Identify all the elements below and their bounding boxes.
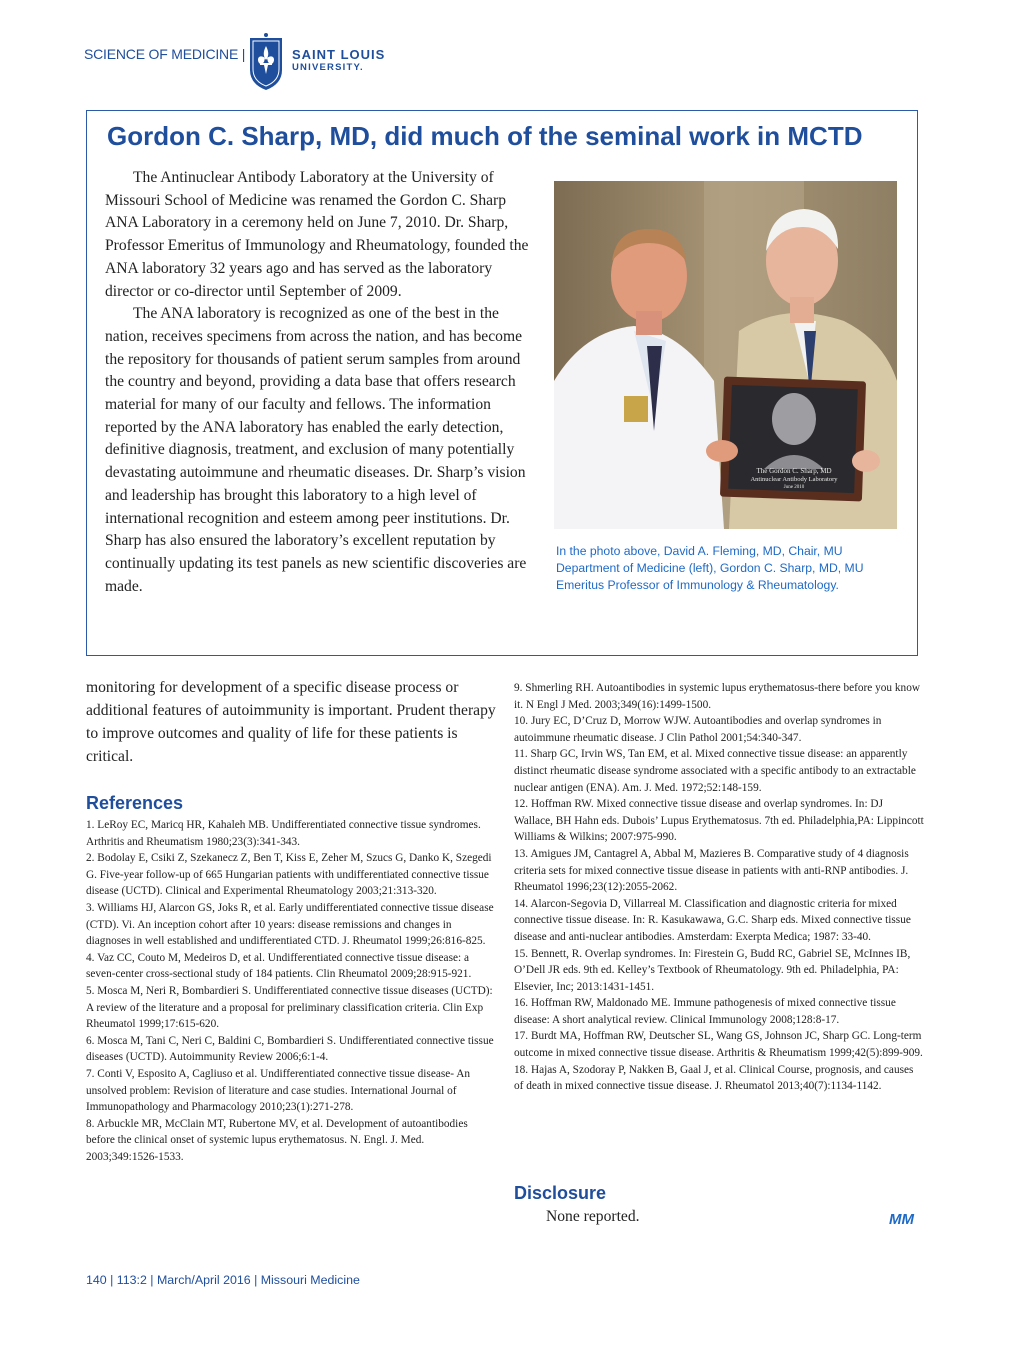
page-header: [84, 30, 424, 92]
university-name-line2: UNIVERSITY.: [292, 62, 364, 73]
references-list-right: [514, 680, 924, 1095]
reference-item: 14. Alarcon-Segovia D, Villarreal M. Classification and diagnostic criteria for mixed connective tissue disease. In: R. Kasukawawa, G.C. Sharp eds. Mixed connective tissue disease and anti-nuclear antibodies. Amsterdam: Exerpta Medica; 1987: 33-40.: [514, 897, 911, 943]
slu-shield-logo: [246, 32, 286, 92]
photo-caption: In the photo above, David A. Fleming, MD, Chair, MU Department of Medicine (left), Gordon C. Sharp, MD, MU Emeritus Professor of Immunology & Rheumatology.: [556, 544, 864, 592]
plaque-text-line2: Antinuclear Antibody Laboratory: [750, 476, 838, 483]
reference-item: 6. Mosca M, Tani C, Neri C, Baldini C, Bombardieri S. Undifferentiated connective tissue diseases (UCTD). Autoimmunity Review 2006;6:1-4.: [86, 1034, 494, 1064]
end-mark-logo: MM: [889, 1211, 914, 1228]
reference-item: 11. Sharp GC, Irvin WS, Tan EM, et al. Mixed connective tissue disease: an apparently distinct rheumatic disease syndrome associated with a specific antibody to an extractable nuclear antigen (ENA). Am. J. Med. 1972;52:148-159.: [514, 748, 916, 794]
reference-item: 16. Hoffman RW, Maldonado ME. Immune pathogenesis of mixed connective tissue disease: A short analytical review. Clinical Immunology 2008;128:8-17.: [514, 997, 896, 1026]
reference-item: 18. Hajas A, Szodoray P, Nakken B, Gaal J, et al. Clinical Course, prognosis, and causes of death in mixed connective tissue disease. J. Rheumatol 2013;40(7):1134-1142.: [514, 1063, 914, 1093]
university-name-line1: SAINT LOUIS: [292, 47, 386, 62]
disclosure-heading: Disclosure: [514, 1183, 607, 1203]
page-footer: 140 | 113:2 | March/April 2016 | Missouri Medicine: [86, 1273, 360, 1287]
reference-item: 17. Burdt MA, Hoffman RW, Deutscher SL, Wang GS, Johnson JC, Sharp GC. Long-term outcome in mixed connective tissue disease. Arthritis & Rheumatism 1999;42(5):899-909.: [514, 1030, 923, 1060]
reference-item: 15. Bennett, R. Overlap syndromes. In: Firestein G, Budd RC, Gabriel SE, McInnes IB, O’Dell JR eds. 9th ed. Kelley’s Textbook of Rheumatology. 9th ed. Philadelphia, PA: Elsevier, Inc; 2013:1431-1451.: [514, 947, 911, 993]
sidebar-paragraph: The Antinuclear Antibody Laboratory at the University of Missouri School of Medicine was renamed the Gordon C. Sharp ANA Laboratory in a ceremony held on June 7, 2010. Dr. Sharp, Professor Emeritus of Immunology and Rheumatology, founded the ANA laboratory 32 years ago and has served as the laboratory director or co-director until September of 2009.: [105, 169, 529, 300]
references-list-left: [86, 817, 496, 1165]
sidebar-paragraph: The ANA laboratory is recognized as one of the best in the nation, receives specimens from across the nation, and has become the repository for thousands of patient serum samples from around the country and beyond, providing a data base that offers research material for many of our faculty and fellows. The information reported by the ANA laboratory has enabled the early detection, definitive diagnosis, treatment, and exclusion of many potentially devastating autoimmune and rheumatic diseases. Dr. Sharp’s vision and leadership has brought this laboratory to a high level of international recognition and esteem among peer institutions. Dr. Sharp has also ensured the laboratory’s excellent reputation by continually updating its test panels as new scientific discoveries are made.: [105, 305, 527, 595]
sidebar-title: Gordon C. Sharp, MD, did much of the seminal work in MCTD: [107, 121, 863, 151]
reference-item: 4. Vaz CC, Couto M, Medeiros D, et al. Undifferentiated connective tissue disease: a seven-center cross-sectional study of 184 patients. Clin Rheumatol 2009;28:915-921.: [86, 951, 472, 981]
section-label: SCIENCE OF MEDICINE |: [84, 46, 246, 62]
sidebar-box: [86, 110, 918, 656]
reference-item: 7. Conti V, Esposito A, Cagliuso et al. Undifferentiated connective tissue disease- An unsolved problem: Revision of literature and case studies. International Journal of Immunopathology and Pharmacology 2010;23(1):271-278.: [86, 1067, 471, 1114]
sidebar-text: [105, 167, 535, 598]
plaque-text-line3: June 2010: [783, 485, 805, 490]
body-text: monitoring for development of a specific disease process or additional features of autoimmunity is important. Prudent therapy to improve outcomes and quality of life for these patients is critical.: [86, 679, 496, 765]
university-wordmark: [292, 48, 385, 74]
reference-item: 1. LeRoy EC, Maricq HR, Kahaleh MB. Undifferentiated connective tissue syndromes. Arthritis and Rheumatism 1980;23(3):341-343.: [86, 819, 481, 848]
reference-item: 10. Jury EC, D’Cruz D, Morrow WJW. Autoantibodies and overlap syndromes in autoimmune rheumatic disease. J Clin Pathol 2001;54:340-347.: [514, 715, 882, 744]
plaque-text-line1: The Gordon C. Sharp, MD: [756, 467, 832, 475]
award-photo: [554, 181, 897, 529]
reference-item: 8. Arbuckle MR, McClain MT, Rubertone MV, et al. Development of autoantibodies before the clinical onset of systemic lupus erythematosus. N. Engl. J. Med. 2003;349:1526-1533.: [86, 1117, 468, 1163]
disclosure-text: None reported.: [546, 1208, 640, 1225]
reference-item: 5. Mosca M, Neri R, Bombardieri S. Undifferentiated connective tissue diseases (UCTD): A review of the literature and a proposal for preliminary classification criteria. Clin Exp Rheumatol 1999;17:615-620.: [86, 984, 493, 1031]
reference-item: 3. Williams HJ, Alarcon GS, Joks R, et al. Early undifferentiated connective tissue disease (CTD). Vi. An inception cohort after 10 years: disease remissions and changes in diagnoses in well established and undifferentiated CTD. J. Rheumatol 1999;26:816-825.: [86, 901, 494, 948]
reference-item: 13. Amigues JM, Cantagrel A, Abbal M, Mazieres B. Comparative study of 4 diagnosis criteria sets for mixed connective tissue disease in patients with anti-RNP antibodies. J. Rheumatol 1996;23(12):2055-2062.: [514, 847, 909, 894]
reference-item: 9. Shmerling RH. Autoantibodies in systemic lupus erythematosus-there before you know it. N Engl J Med. 2003;349(16):1499-1500.: [514, 682, 920, 711]
reference-item: 12. Hoffman RW. Mixed connective tissue disease and overlap syndromes. In: DJ Wallace, BH Hahn eds. Dubois’ Lupus Erythematosus. 7th ed. Philadelphia,PA: Lippincott Williams & Wilkins; 2007:975-990.: [514, 798, 924, 844]
references-heading: References: [86, 793, 184, 813]
reference-item: 2. Bodolay E, Csiki Z, Szekanecz Z, Ben T, Kiss E, Zeher M, Szucs G, Danko K, Szegedi G. Five-year follow-up of 665 Hungarian patients with undifferentiated connective tissue disease (UCTD). Clinical and Experimental Rheumatology 2003;21:313-320.: [86, 852, 492, 898]
